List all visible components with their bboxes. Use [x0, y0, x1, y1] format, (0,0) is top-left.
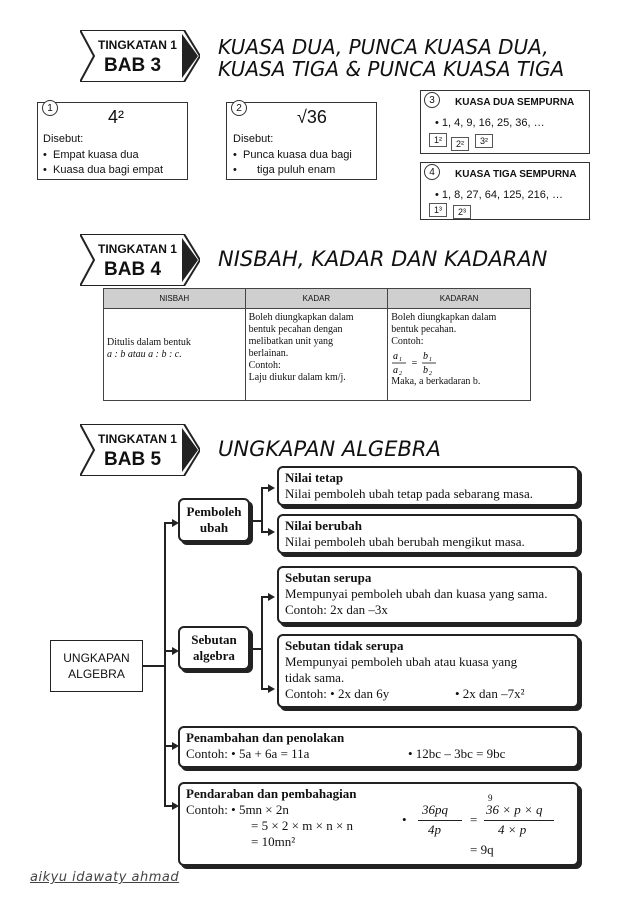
box-kuasa-dua — [37, 102, 188, 180]
pemboleh-ubah-box — [178, 498, 250, 542]
disebut-list — [233, 148, 352, 178]
cell-kadaran — [388, 309, 531, 401]
pemboleh-ubah-label: Pemboleh ubah — [186, 504, 242, 535]
sebutan-tidak-serupa-contoh: Contoh: • 2x dan 6y — [285, 686, 390, 701]
box-punca-kuasa-dua — [226, 102, 377, 180]
perfect-squares-list: 1, 4, 9, 16, 25, 36, … — [441, 117, 545, 129]
arrow-right-icon — [268, 528, 275, 536]
svg-text:b: b — [423, 365, 429, 376]
signature: aikyu idawaty ahmad — [30, 870, 180, 885]
nisbah-line: a : b atau a : b : c. — [107, 349, 182, 360]
fraction-numerator: 36pq — [422, 802, 448, 817]
svg-text:=: = — [411, 358, 419, 369]
connector-vertical — [261, 487, 263, 533]
heading-kuasa-dua-sempurna: KUASA DUA SEMPURNA — [455, 97, 575, 108]
penolakan-contoh: • 12bc – 3bc = 9bc — [408, 746, 506, 761]
bab3-title-line2: KUASA TIGA & PUNCA KUASA TIGA — [218, 57, 565, 81]
connector-vertical — [164, 522, 166, 806]
nisbah-line: Ditulis dalam bentuk — [107, 337, 191, 348]
pendaraban-c1: Contoh: • 5mn × 2n — [186, 802, 289, 817]
nilai-berubah-heading: Nilai berubah — [285, 518, 362, 533]
sebutan-tidak-serupa-heading: Sebutan tidak serupa — [285, 638, 404, 653]
pendaraban-pembahagian-box — [178, 782, 579, 866]
nisbah-kadar-kadaran-table — [103, 288, 531, 401]
bab5-title: UNGKAPAN ALGEBRA — [218, 437, 441, 461]
list-item: • Kuasa dua bagi empat — [43, 163, 163, 178]
arrow-right-icon — [268, 593, 275, 601]
cell-nisbah — [104, 309, 246, 401]
svg-text:1: 1 — [429, 357, 433, 363]
kadar-line: Contoh: — [248, 360, 281, 371]
sebutan-serupa-body: Mempunyai pemboleh ubah dan kuasa yang sama. — [285, 586, 548, 601]
sebutan-serupa-heading: Sebutan serupa — [285, 570, 372, 585]
expr-sqrt-36: √36 — [297, 107, 327, 127]
nilai-tetap-heading: Nilai tetap — [285, 470, 344, 485]
rhs-denominator: 4 × p — [498, 822, 527, 837]
pendaraban-c2: = 5 × 2 × m × n × n — [251, 818, 354, 833]
arrow-right-icon — [268, 685, 275, 693]
number-badge-3: 3 — [424, 92, 440, 108]
number-badge-1: 1 — [42, 100, 58, 116]
bab3-tingkatan: TINGKATAN 1 — [98, 38, 177, 52]
kadaran-fraction — [391, 348, 527, 376]
heading-kuasa-tiga-sempurna: KUASA TIGA SEMPURNA — [455, 169, 577, 180]
connector — [143, 665, 165, 667]
sebutan-tidak-serupa-contoh2: • 2x dan –7x² — [455, 686, 525, 701]
perfect-cubes-list: 1, 8, 27, 64, 125, 216, … — [441, 189, 564, 201]
nilai-tetap-body: Nilai pemboleh ubah tetap pada sebarang masa. — [285, 486, 533, 501]
bab5-tingkatan: TINGKATAN 1 — [98, 432, 177, 446]
box-kuasa-dua-sempurna — [420, 90, 590, 154]
bab3-label: BAB 3 — [104, 55, 162, 76]
kadar-line: bentuk pecahan dengan — [248, 324, 343, 335]
disebut-list — [43, 148, 163, 178]
sebutan-algebra-box — [178, 626, 250, 670]
kadar-line: Boleh diungkapkan dalam — [248, 312, 354, 323]
kadaran-line: Maka, a berkadaran b. — [391, 376, 481, 387]
sebutan-serupa-contoh: Contoh: 2x dan –3x — [285, 602, 388, 617]
disebut-label: Disebut: — [233, 133, 274, 145]
penambahan-contoh-row — [186, 746, 571, 762]
penambahan-heading: Penambahan dan penolakan — [186, 730, 345, 745]
svg-text:a: a — [393, 365, 399, 376]
expr-4-squared: 4² — [108, 107, 125, 127]
cube-1-cubed: 1³ — [429, 203, 447, 217]
nilai-berubah-box — [277, 514, 579, 554]
kadar-line: Laju diukur dalam km/j. — [248, 372, 346, 383]
root-label: UNGKAPAN ALGEBRA — [63, 651, 130, 681]
number-badge-2: 2 — [231, 100, 247, 116]
ungkapan-algebra-root — [50, 640, 143, 692]
svg-text:2: 2 — [399, 371, 403, 376]
sebutan-algebra-label: Sebutan algebra — [191, 632, 237, 663]
svg-text:1: 1 — [399, 357, 403, 363]
nilai-tetap-box — [277, 466, 579, 506]
bab5-label: BAB 5 — [104, 449, 162, 470]
number-badge-4: 4 — [424, 164, 440, 180]
sebutan-tidak-serupa-contoh-row — [285, 686, 571, 702]
bab3-title-line1: KUASA DUA, PUNCA KUASA DUA, — [218, 35, 549, 59]
penambahan-penolakan-box — [178, 726, 579, 768]
kadaran-line: Boleh diungkapkan dalam — [391, 312, 497, 323]
svg-text:2: 2 — [429, 371, 433, 376]
arrow-right-icon — [268, 484, 275, 492]
sebutan-tidak-serupa-box — [277, 634, 579, 708]
cancel-nine: 9 — [488, 793, 493, 803]
header-kadaran: KADARAN — [388, 289, 531, 309]
bab3-banner — [80, 30, 200, 82]
cube-2-cubed: 2³ — [453, 205, 471, 219]
box-kuasa-tiga-sempurna — [420, 162, 590, 220]
fraction-denominator: 4p — [428, 822, 441, 837]
bullet-list-perfect-squares: • 1, 4, 9, 16, 25, 36, … — [435, 117, 545, 129]
kadar-line: berlainan. — [248, 348, 289, 359]
svg-text:b: b — [423, 351, 429, 362]
square-1-squared: 1² — [429, 133, 447, 147]
bab4-label: BAB 4 — [104, 259, 162, 280]
square-3-squared: 3² — [475, 134, 493, 148]
list-item: • Empat kuasa dua — [43, 148, 163, 163]
header-nisbah: NISBAH — [104, 289, 246, 309]
fraction-bar — [418, 820, 462, 821]
svg-text:a: a — [393, 351, 399, 362]
bullet: • — [402, 812, 407, 827]
nilai-berubah-body: Nilai pemboleh ubah berubah mengikut masa. — [285, 534, 525, 549]
square-2-squared: 2² — [451, 137, 469, 151]
penambahan-contoh: Contoh: • 5a + 6a = 11a — [186, 746, 310, 761]
cell-kadar — [245, 309, 388, 401]
list-item: • Punca kuasa dua bagi — [233, 148, 352, 163]
bab4-banner — [80, 234, 200, 286]
fraction-bar — [484, 820, 554, 821]
sebutan-tidak-serupa-body2: tidak sama. — [285, 670, 345, 685]
table-row — [104, 309, 531, 401]
sebutan-serupa-box — [277, 566, 579, 624]
bullet-list-perfect-cubes: • 1, 8, 27, 64, 125, 216, … — [435, 189, 564, 201]
bab4-tingkatan: TINGKATAN 1 — [98, 242, 177, 256]
connector-vertical — [261, 596, 263, 690]
kadaran-line: Contoh: — [391, 336, 424, 347]
equals-sign: = — [470, 812, 478, 827]
list-item: • tiga puluh enam — [233, 163, 352, 178]
kadar-line: melibatkan unit yang — [248, 336, 334, 347]
disebut-label: Disebut: — [43, 133, 84, 145]
bab5-banner — [80, 424, 200, 476]
kadaran-line: bentuk pecahan. — [391, 324, 457, 335]
header-kadar: KADAR — [245, 289, 388, 309]
pendaraban-heading: Pendaraban dan pembahagian — [186, 786, 357, 801]
table-header-row — [104, 289, 531, 309]
result: = 9q — [470, 842, 494, 857]
pembahagian-example — [402, 793, 572, 864]
pendaraban-c3: = 10mn² — [251, 834, 296, 849]
rhs-numerator: 36 × p × q — [486, 802, 543, 817]
sebutan-tidak-serupa-body1: Mempunyai pemboleh ubah atau kuasa yang — [285, 654, 518, 669]
bab4-title: NISBAH, KADAR DAN KADARAN — [218, 247, 548, 271]
fraction-a-over-b — [391, 348, 451, 376]
